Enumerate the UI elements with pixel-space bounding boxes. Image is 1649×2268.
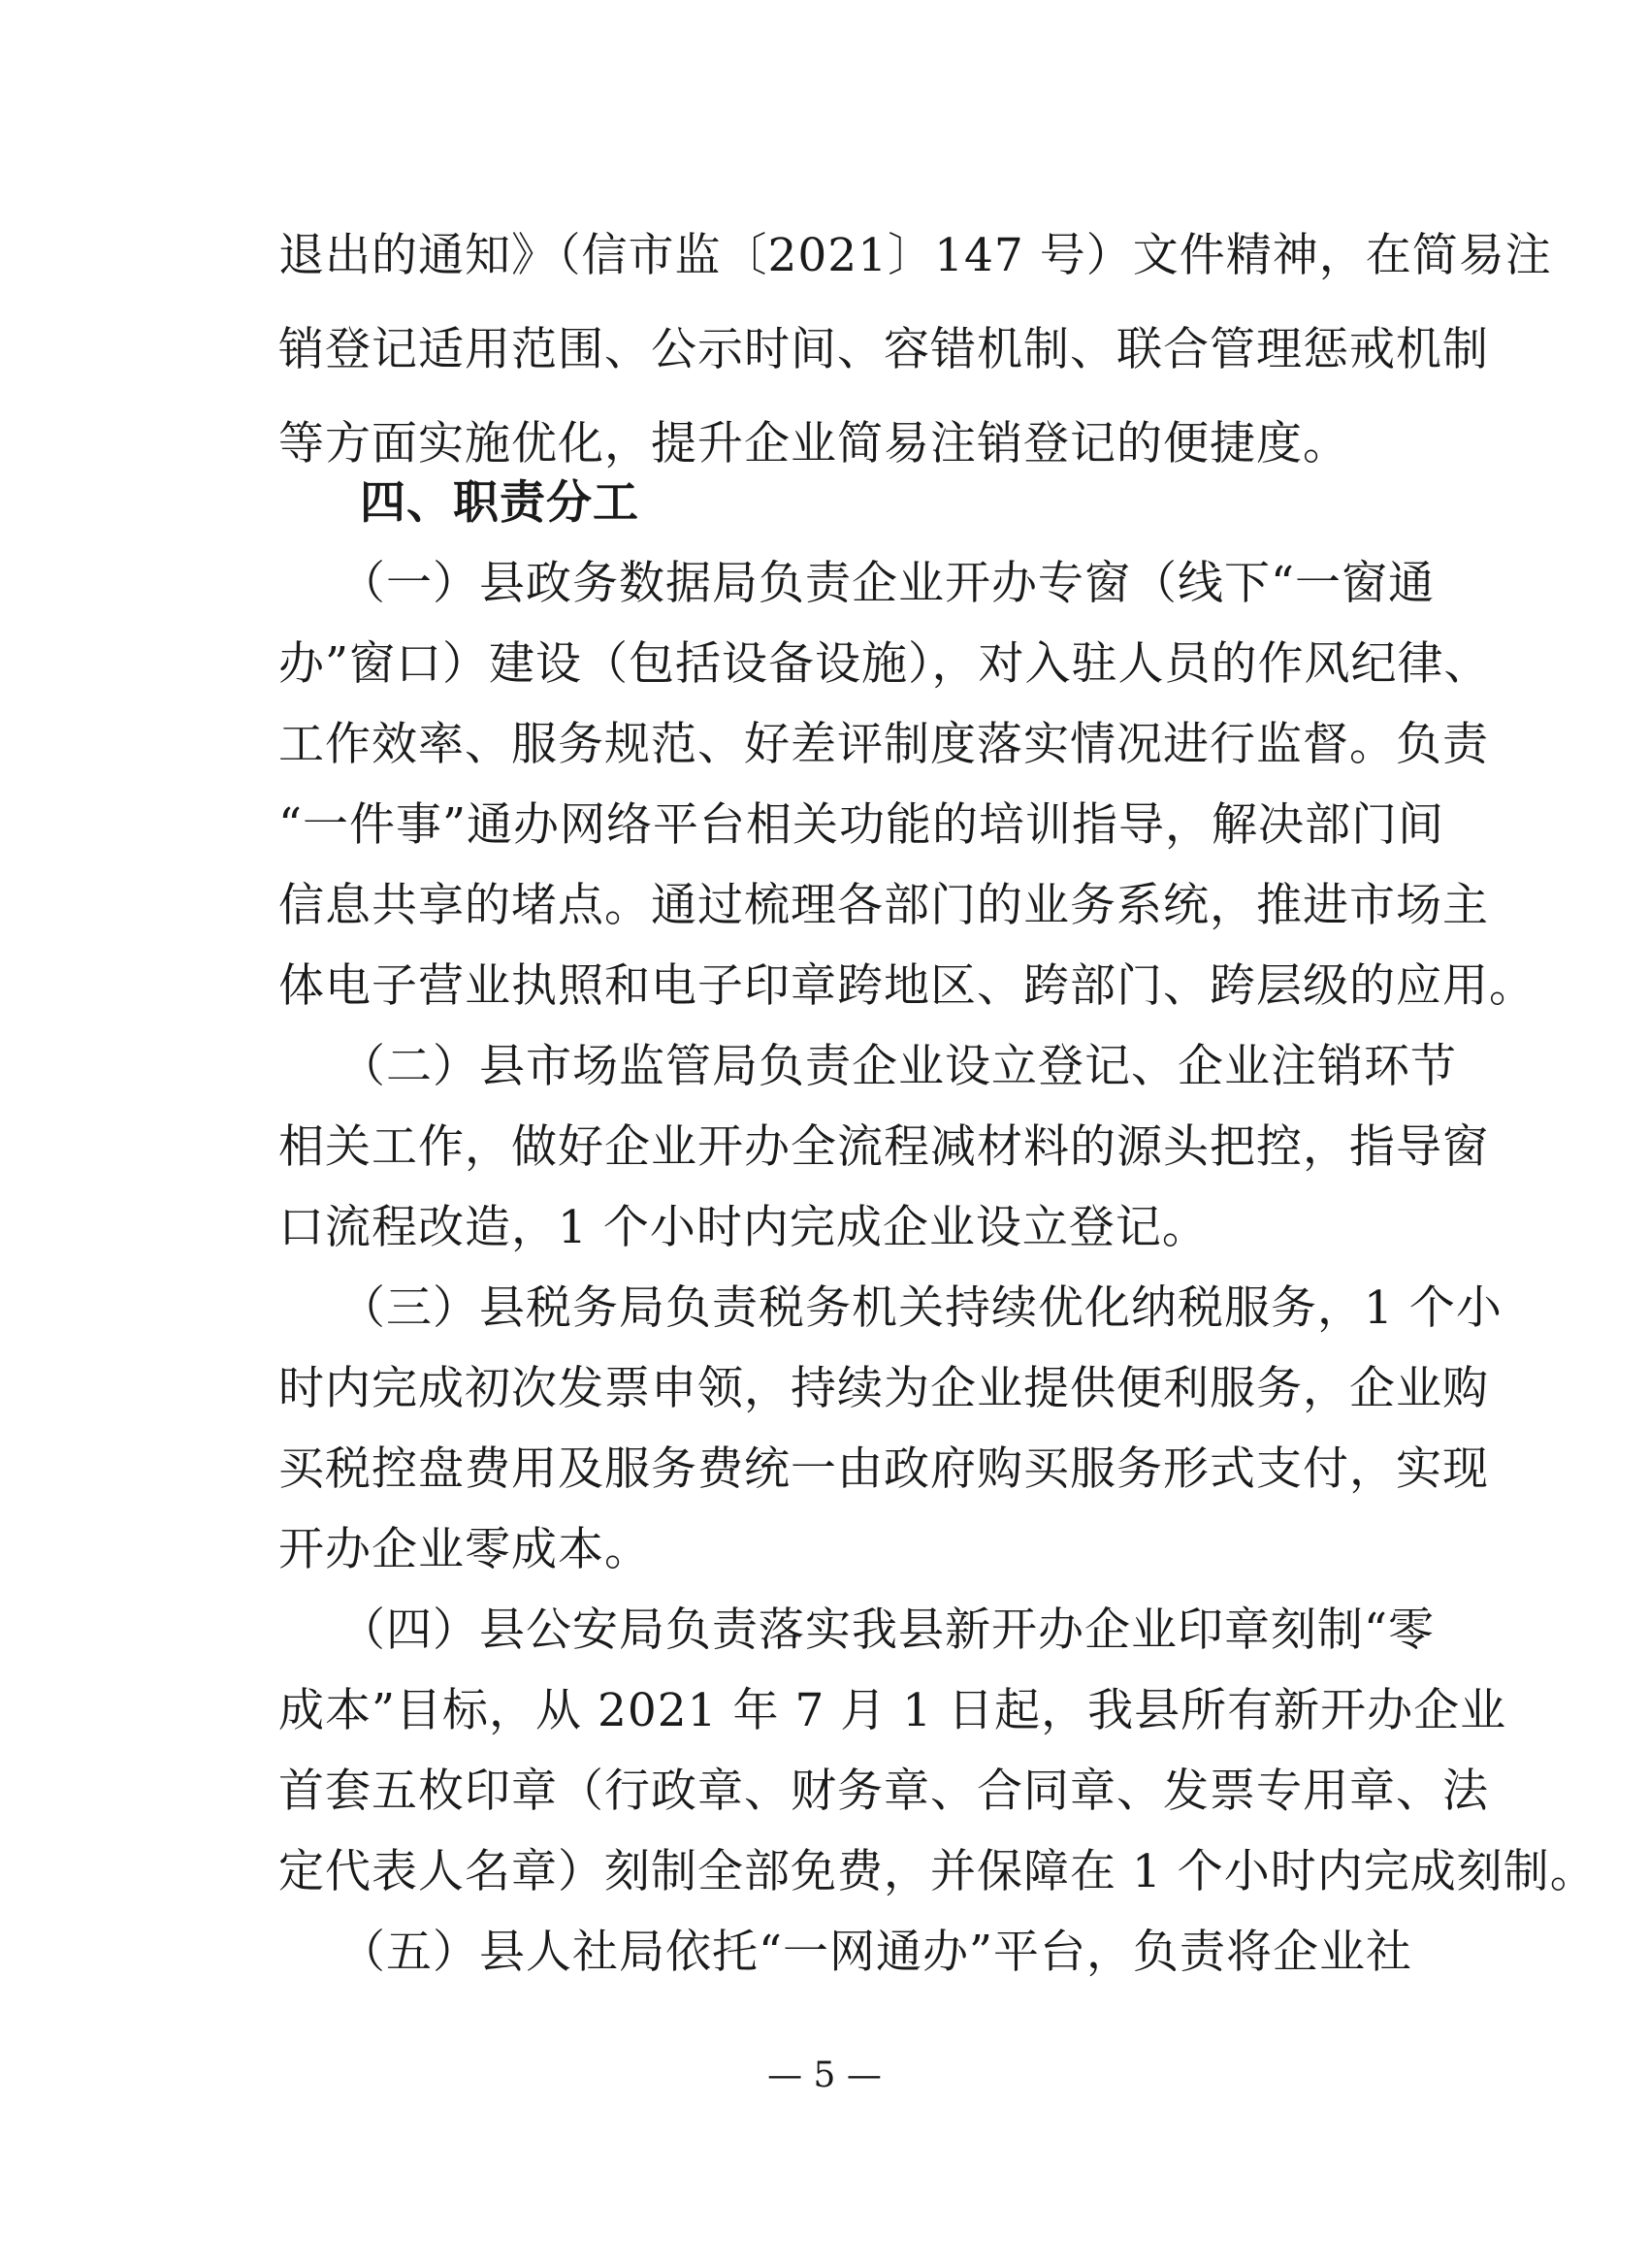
text-line-16: 买税控盘费用及服务费统一由政府购买服务形式支付，实现 bbox=[278, 1442, 1489, 1496]
text-line-2: 销登记适用范围、公示时间、容错机制、联合管理惩戒机制 bbox=[278, 323, 1489, 376]
page-number: — 5 — bbox=[767, 2056, 882, 2095]
text-line-20: 首套五枚印章（行政章、财务章、合同章、发票专用章、法 bbox=[278, 1765, 1489, 1818]
text-line-7: 工作效率、服务规范、好差评制度落实情况进行监督。负责 bbox=[278, 718, 1489, 771]
text-line-8: “一件事”通办网络平台相关功能的培训指导，解决部门间 bbox=[278, 798, 1445, 852]
text-line-5: （一）县政务数据局负责企业开办专窗（线下“一窗通 bbox=[340, 557, 1436, 610]
text-line-11: （二）县市场监管局负责企业设立登记、企业注销环节 bbox=[340, 1040, 1457, 1093]
section-heading-duties: 四、职责分工 bbox=[360, 476, 639, 530]
text-line-13: 口流程改造，1 个小时内完成企业设立登记。 bbox=[278, 1201, 1209, 1254]
text-line-15: 时内完成初次发票申领，持续为企业提供便利服务，企业购 bbox=[278, 1362, 1489, 1415]
text-line-1: 退出的通知》（信市监〔2021〕147 号）文件精神，在简易注 bbox=[278, 229, 1552, 282]
text-line-21: 定代表人名章）刻制全部免费，并保障在 1 个小时内完成刻制。 bbox=[278, 1845, 1597, 1898]
text-line-19: 成本”目标，从 2021 年 7 月 1 日起，我县所有新开办企业 bbox=[278, 1684, 1507, 1737]
text-line-12: 相关工作，做好企业开办全流程减材料的源头把控，指导窗 bbox=[278, 1120, 1489, 1174]
text-line-9: 信息共享的堵点。通过梳理各部门的业务系统，推进市场主 bbox=[278, 879, 1489, 932]
text-line-6: 办”窗口）建设（包括设备设施），对入驻人员的作风纪律、 bbox=[278, 637, 1491, 691]
text-line-10: 体电子营业执照和电子印章跨地区、跨部门、跨层级的应用。 bbox=[278, 959, 1536, 1013]
text-line-14: （三）县税务局负责税务机关持续优化纳税服务，1 个小 bbox=[340, 1281, 1503, 1335]
text-line-22: （五）县人社局依托“一网通办”平台，负责将企业社 bbox=[340, 1926, 1413, 1979]
text-line-18: （四）县公安局负责落实我县新开办企业印章刻制“零 bbox=[340, 1604, 1436, 1657]
text-line-3: 等方面实施优化，提升企业简易注销登记的便捷度。 bbox=[278, 417, 1349, 470]
text-line-17: 开办企业零成本。 bbox=[278, 1523, 651, 1576]
